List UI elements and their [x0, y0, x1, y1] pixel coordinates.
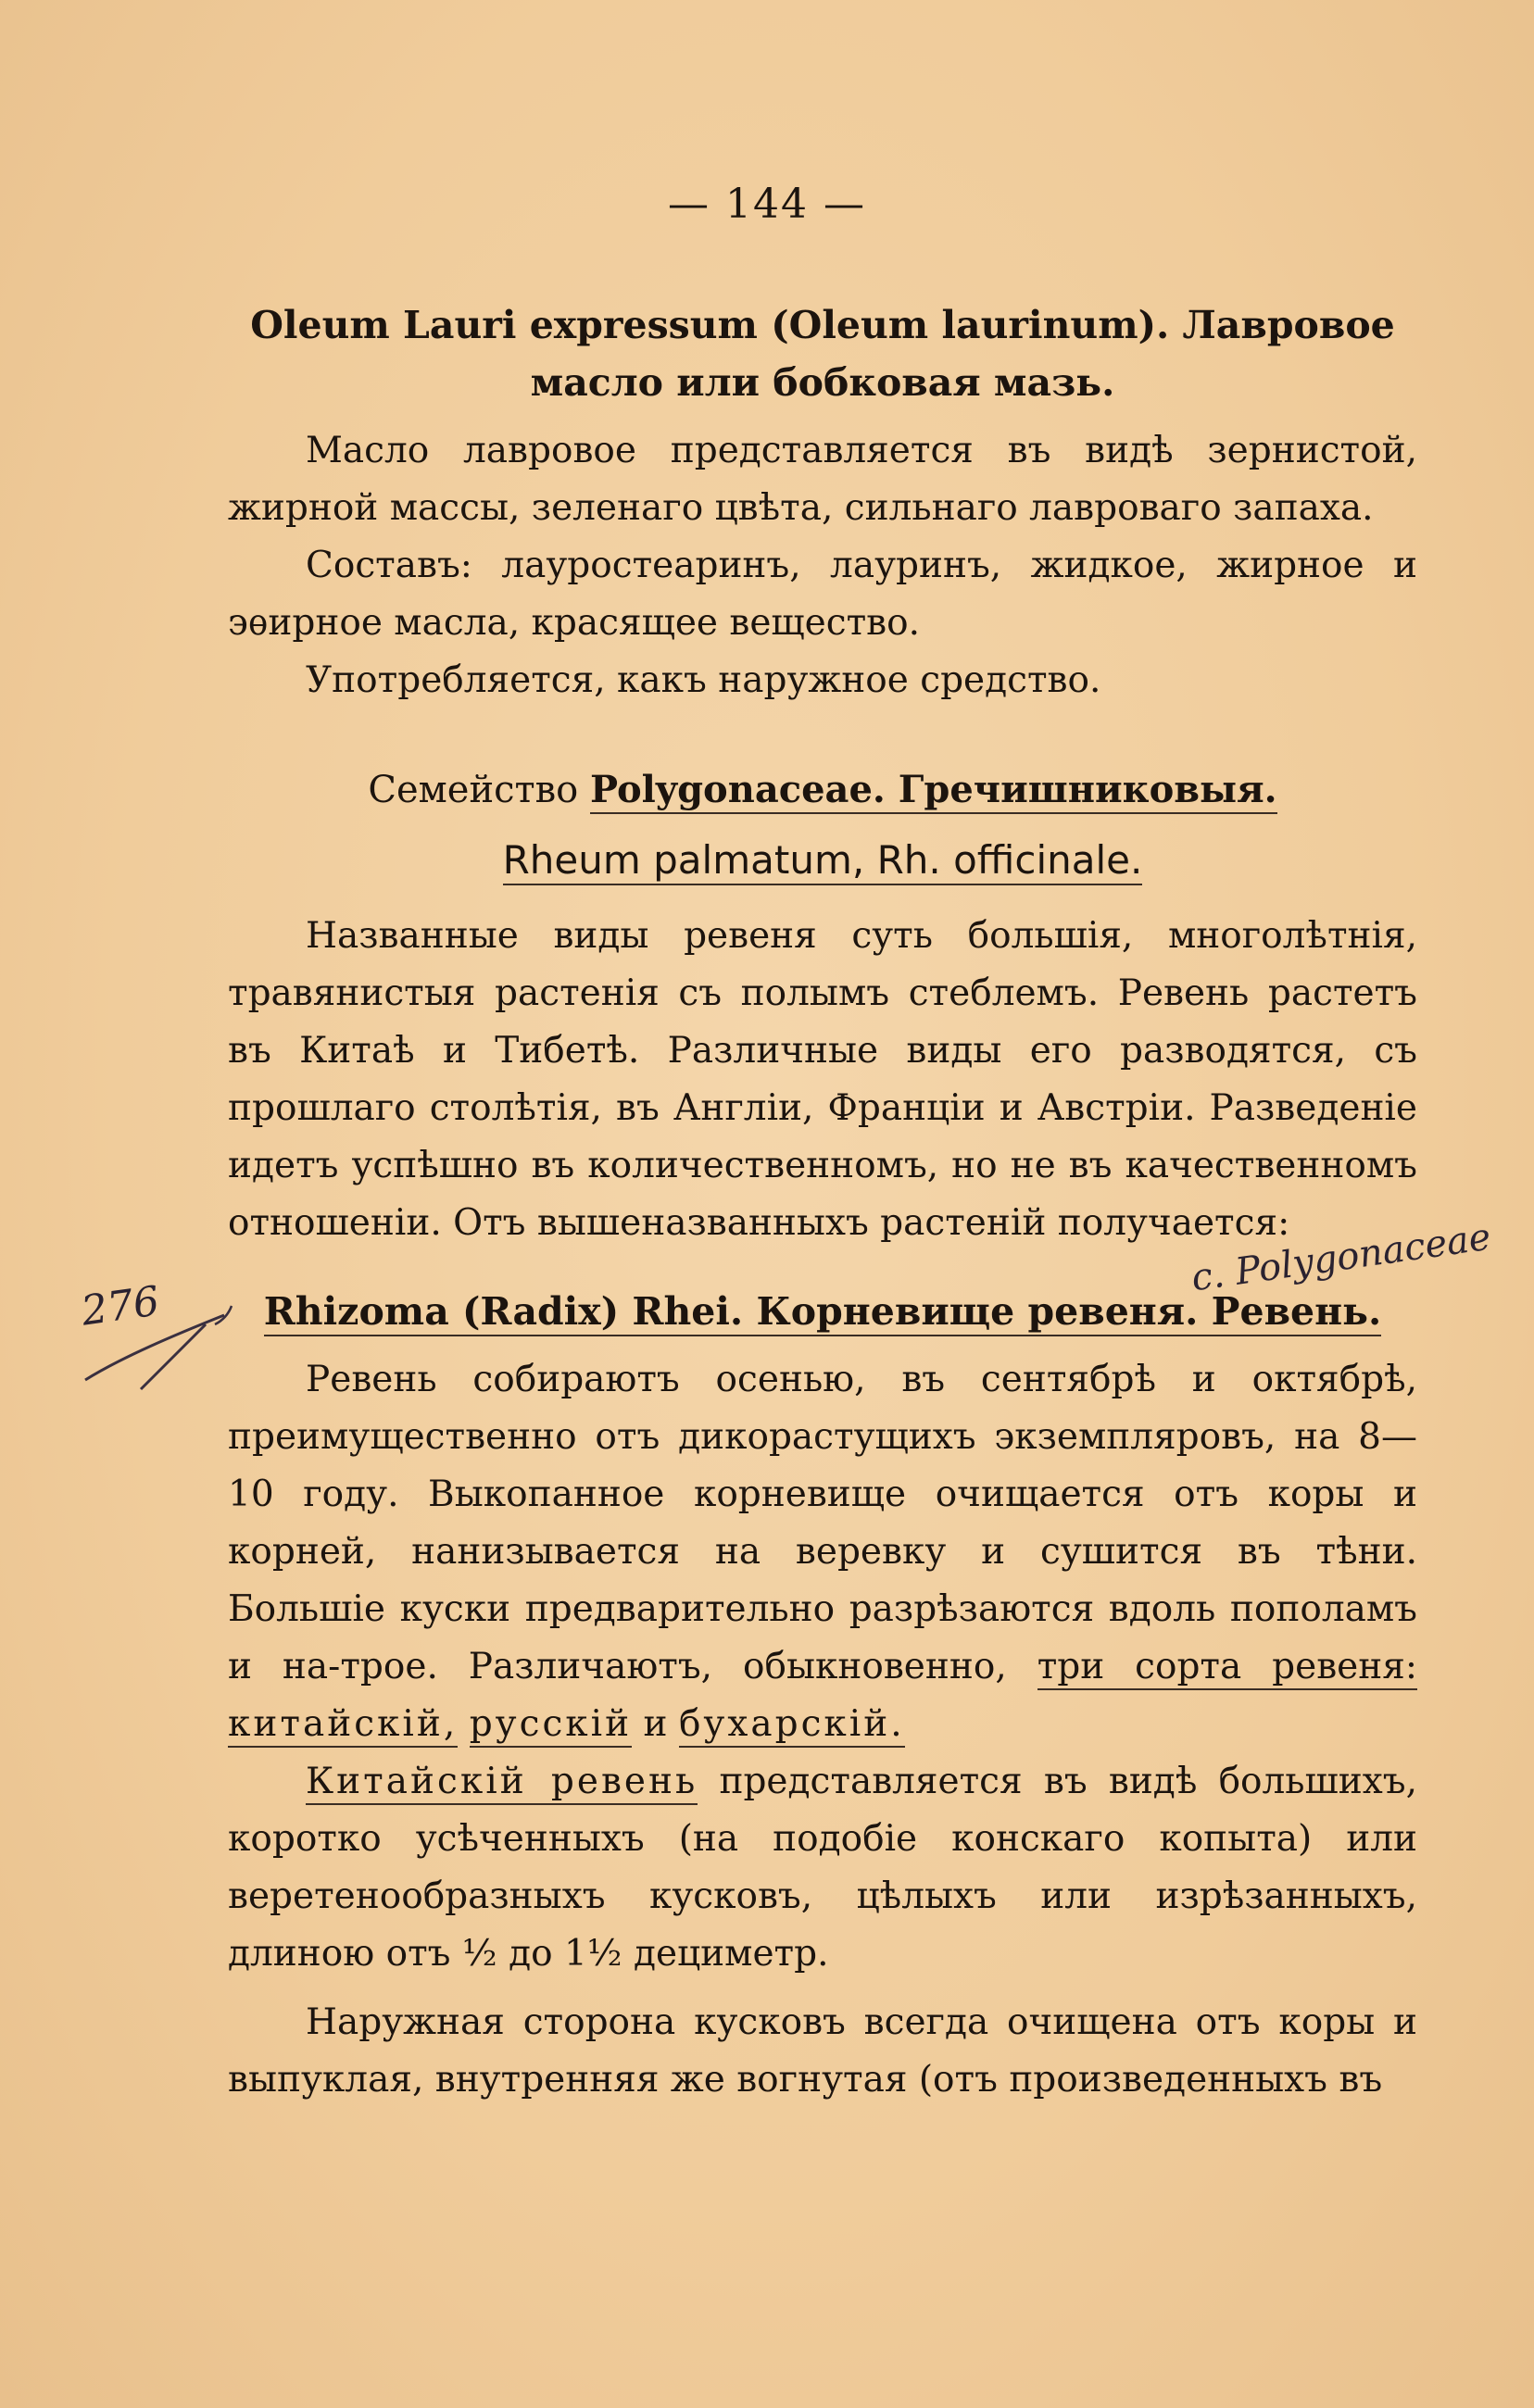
underlined-phrase: бухарскій. — [679, 1703, 905, 1748]
page-number: — 144 — — [668, 181, 866, 228]
family-name: Polygonaceae. Гречишниковыя. — [590, 768, 1277, 814]
section-oleum-lauri — [228, 296, 1417, 709]
family-prefix: Семейство — [368, 769, 579, 811]
section-heading: Rhizoma (Radix) Rhei. Корневище ревеня. Ревень. — [264, 1289, 1382, 1336]
paragraph: Масло лавровое представляется въ видѣ зернистой, жирной массы, зеленаго цвѣта, сильнаго лавроваго запаха. — [228, 430, 1417, 529]
margin-note-left: 276 — [78, 1277, 163, 1336]
paragraph: Названные виды ревеня суть большія, многолѣтнія, травянистыя растенія съ полымъ стеблемъ. Ревень растетъ въ Китаѣ и Тибетѣ. Различные виды его разводятся, съ прошлаго столѣтія, въ Англіи, Франціи и Австріи. Разведеніе идетъ успѣшно въ количественномъ, но не въ качественномъ отношеніи. Отъ вышеназванныхъ растеній получается: — [228, 915, 1417, 1244]
paragraph: Составъ: лауростеаринъ, лауринъ, жидкое, жирное и эѳирное масла, красящее вещество. — [228, 545, 1417, 644]
section-heading: Oleum Lauri expressum (Oleum laurinum). Лавровое масло или бобковая мазь. — [250, 303, 1395, 405]
paragraph-text: Ревень собираютъ осенью, въ сентябрѣ и октябрѣ, преимущественно отъ дикорастущихъ экземпляровъ, на 8—10 году. Выкопанное корневище очищается отъ коры и корней, нанизывается на веревку и сушится въ тѣни. Большіе куски предварительно разрѣзаются вдоль пополамъ и на-трое. Различаютъ, обыкновенно, — [228, 1359, 1417, 1687]
family-heading — [228, 761, 1417, 891]
paragraph: Наружная сторона кусковъ всегда очищена отъ коры и выпуклая, внутренняя же вогнутая (отъ произведенныхъ въ — [228, 2001, 1417, 2101]
underlined-phrase: три сорта ревеня: — [1037, 1646, 1417, 1690]
section-rheum-description — [228, 908, 1417, 1252]
underlined-phrase: китайскій, — [228, 1703, 458, 1748]
section-rhizoma-rhei — [228, 1283, 1417, 2109]
underlined-phrase: русскій — [470, 1703, 632, 1748]
paragraph-text: представляется въ видѣ большихъ, коротко усѣченныхъ (на подобіе конскаго копыта) или веретенообразныхъ кусковъ, цѣлыхъ или изрѣзанныхъ, длиною отъ ½ до 1½ дециметр. — [228, 1761, 1417, 1975]
margin-note-right: c. Polygonaceae — [1188, 1215, 1494, 1300]
paragraph — [228, 1753, 1417, 1983]
pencil-scribble-icon — [76, 1269, 233, 1408]
species-name: Rheum palmatum, Rh. officinale. — [503, 837, 1143, 885]
underlined-phrase: Китайскій ревень — [306, 1761, 698, 1805]
paragraph-text: и — [643, 1703, 668, 1745]
paragraph: Употребляется, какъ наружное средство. — [306, 659, 1101, 701]
paragraph — [228, 1351, 1417, 1753]
